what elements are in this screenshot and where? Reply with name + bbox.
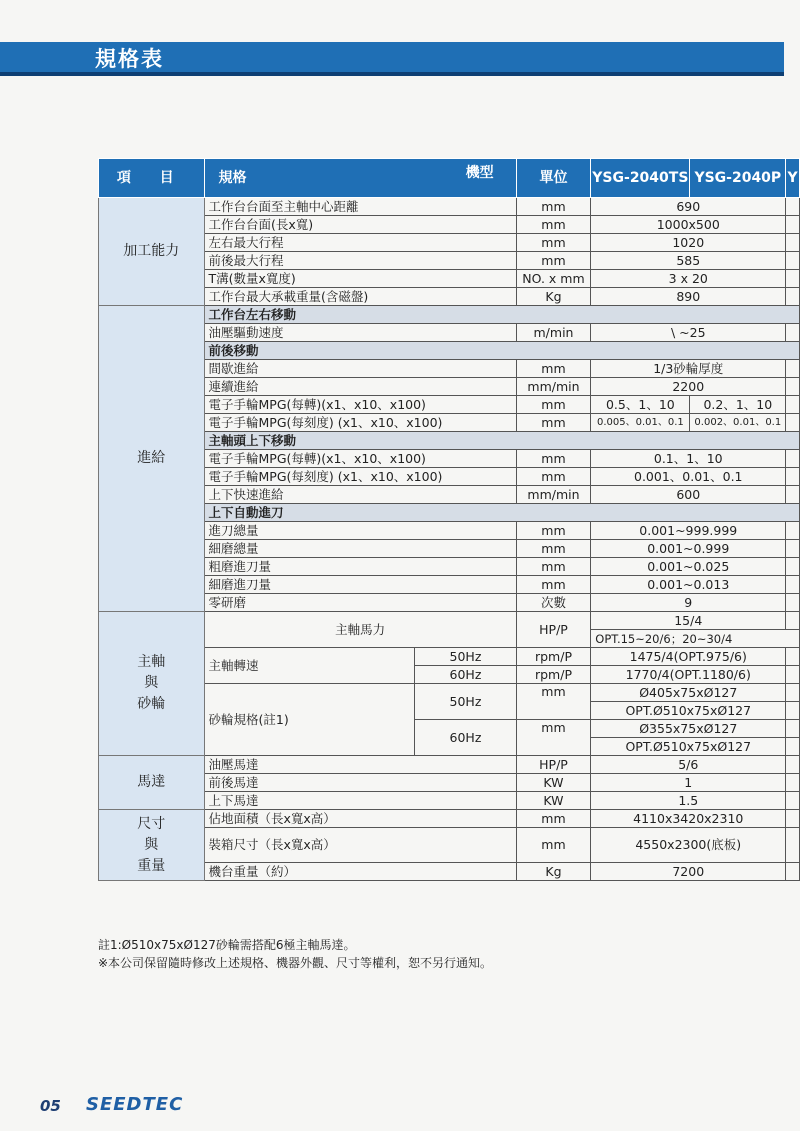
value-cell: 1020 [591,234,786,252]
spec-cell: 進刀總量 [204,522,516,540]
value-cell-cut [786,666,800,684]
spec-cell: T溝(數量x寬度) [204,270,516,288]
value-cell: 0.1、1、10 [591,450,786,468]
unit-cell: mm [516,540,591,558]
value-cell: 15/4 [591,612,786,630]
header-item: 項 目 [99,159,205,198]
table-row [99,432,800,450]
spec-cell: 上下快速進給 [204,486,516,504]
spec-cell: 電子手輪MPG(每刻度) (x1、x10、x100) [204,414,516,432]
value-cell: 0.005、0.01、0.1 [591,414,690,432]
spec-cell: 主軸轉速 [204,648,415,684]
value-cell: 7200 [591,863,786,881]
spec-cell: 油壓馬達 [204,756,516,774]
value-cell: OPT.Ø510x75xØ127 [591,738,786,756]
value-cell-cut [786,702,800,720]
spec-cell: 細磨總量 [204,540,516,558]
header-model: 機型 [465,165,494,181]
unit-cell: mm/min [516,486,591,504]
value-cell: OPT.15~20/6；20~30/4 [591,630,800,648]
value-cell: 0.001~0.013 [591,576,786,594]
spec-cell: 細磨進刀量 [204,576,516,594]
category-size: 尺寸 與 重量 [99,810,205,881]
spec-cell: 電子手輪MPG(每轉)(x1、x10、x100) [204,450,516,468]
value-cell-cut [786,774,800,792]
spec-cell: 前後最大行程 [204,252,516,270]
category-feed: 進給 [99,306,205,612]
unit-cell: rpm/P [516,666,591,684]
unit-cell: HP/P [516,756,591,774]
spec-cell: 裝箱尺寸（長x寬x高） [204,828,516,863]
value-cell-cut [786,540,800,558]
table-row [99,486,800,504]
value-cell-cut [786,324,800,342]
table-row [99,342,800,360]
unit-cell: mm [516,396,591,414]
value-cell: 0.001、0.01、0.1 [591,468,786,486]
value-cell: 0.001~0.999 [591,540,786,558]
spec-cell: 電子手輪MPG(每轉)(x1、x10、x100) [204,396,516,414]
spec-cell: 粗磨進刀量 [204,558,516,576]
unit-cell: mm [516,198,591,216]
spec-cell: 電子手輪MPG(每刻度) (x1、x10、x100) [204,468,516,486]
spec-cell: 零研磨 [204,594,516,612]
table-row [99,558,800,576]
table-row [99,648,800,666]
unit-cell: mm [516,450,591,468]
table-row [99,594,800,612]
value-cell-cut [786,396,800,414]
value-cell: 4110x3420x2310 [591,810,786,828]
value-cell: 1000x500 [591,216,786,234]
table-row [99,774,800,792]
value-cell-cut [786,378,800,396]
table-row [99,504,800,522]
section-heading: 前後移動 [204,342,800,360]
unit-cell: mm/min [516,378,591,396]
value-cell-cut [786,270,800,288]
unit-cell: rpm/P [516,648,591,666]
unit-cell: Kg [516,863,591,881]
table-header [99,159,800,198]
value-cell-cut [786,216,800,234]
value-cell: 600 [591,486,786,504]
value-cell-cut [786,828,800,863]
freq-cell: 50Hz [415,648,516,666]
value-cell: 0.001~0.025 [591,558,786,576]
title-bar [0,42,784,72]
spec-cell: 連續進給 [204,378,516,396]
unit-cell: mm [516,522,591,540]
table-row [99,414,800,432]
value-cell-cut [786,576,800,594]
header-spec: 規格 [218,170,247,186]
spec-cell: 佔地面積（長x寬x高） [204,810,516,828]
value-cell-cut [786,252,800,270]
value-cell: 1475/4(OPT.975/6) [591,648,786,666]
value-cell: 9 [591,594,786,612]
value-cell-cut [786,594,800,612]
brand-logo: SEEDTEC [86,1094,184,1115]
table-row [99,684,800,702]
table-row [99,612,800,630]
value-cell-cut [786,234,800,252]
value-cell-cut [786,863,800,881]
value-cell: OPT.Ø510x75xØ127 [591,702,786,720]
value-cell-cut [786,288,800,306]
table-row [99,324,800,342]
table-row [99,540,800,558]
header-model-2: YSG-2040P [690,159,786,198]
table-row [99,450,800,468]
section-heading: 工作台左右移動 [204,306,800,324]
unit-cell: mm [516,216,591,234]
value-cell: 0.2、1、10 [690,396,786,414]
table-row [99,198,800,216]
footnote-1: 註1:Ø510x75xØ127砂輪需搭配6極主軸馬達。 [98,938,356,952]
value-cell: 0.001~999.999 [591,522,786,540]
unit-cell: mm [516,684,591,720]
value-cell: 3 x 20 [591,270,786,288]
spec-cell: 工作台台面至主軸中心距離 [204,198,516,216]
value-cell: 1.5 [591,792,786,810]
value-cell-cut [786,486,800,504]
value-cell-cut [786,414,800,432]
value-cell-cut [786,558,800,576]
freq-cell: 50Hz [415,684,516,720]
value-cell: Ø355x75xØ127 [591,720,786,738]
spec-cell: 左右最大行程 [204,234,516,252]
unit-cell: mm [516,576,591,594]
spec-cell: 主軸馬力 [204,612,516,648]
page-title: 規格表 [95,47,164,71]
unit-cell: NO. x mm [516,270,591,288]
table-row [99,234,800,252]
header-model-3: Y [786,159,800,198]
value-cell-cut [786,810,800,828]
table-row [99,396,800,414]
freq-cell: 60Hz [415,666,516,684]
header-spec-model [204,159,516,198]
table-row [99,863,800,881]
spec-table [98,158,800,881]
value-cell-cut [786,522,800,540]
section-heading: 主軸頭上下移動 [204,432,800,450]
header-model-1: YSG-2040TS [591,159,690,198]
table-row [99,270,800,288]
table-row [99,216,800,234]
table-row [99,306,800,324]
table-row [99,360,800,378]
value-cell-cut [786,756,800,774]
footnote-2: ※本公司保留隨時修改上述規格、機器外觀、尺寸等權利，恕不另行通知。 [98,956,493,970]
unit-cell: mm [516,558,591,576]
value-cell: 1/3砂輪厚度 [591,360,786,378]
value-cell: 5/6 [591,756,786,774]
table-row [99,288,800,306]
spec-cell: 機台重量（約） [204,863,516,881]
unit-cell: mm [516,468,591,486]
category-machining: 加工能力 [99,198,205,306]
table-row [99,252,800,270]
unit-cell: 次數 [516,594,591,612]
unit-cell: mm [516,720,591,756]
unit-cell: KW [516,792,591,810]
unit-cell: HP/P [516,612,591,648]
unit-cell: mm [516,810,591,828]
value-cell: 1770/4(OPT.1180/6) [591,666,786,684]
page-number: 05 [40,1097,61,1115]
category-motor: 馬達 [99,756,205,810]
table-row [99,810,800,828]
value-cell: 585 [591,252,786,270]
unit-cell: Kg [516,288,591,306]
spec-cell: 前後馬達 [204,774,516,792]
unit-cell: m/min [516,324,591,342]
value-cell: \ ~25 [591,324,786,342]
title-bar-shadow [0,72,784,76]
table-row [99,756,800,774]
value-cell-cut [786,468,800,486]
unit-cell: mm [516,234,591,252]
spec-cell: 油壓驅動速度 [204,324,516,342]
unit-cell: mm [516,828,591,863]
spec-cell: 間歇進給 [204,360,516,378]
table-row [99,522,800,540]
spec-cell: 砂輪規格(註1) [204,684,415,756]
spec-table-wrapper [98,158,800,881]
table-row [99,378,800,396]
value-cell: 1 [591,774,786,792]
value-cell-cut [786,648,800,666]
value-cell: 0.5、1、10 [591,396,690,414]
value-cell-cut [786,720,800,738]
table-row [99,828,800,863]
freq-cell: 60Hz [415,720,516,756]
section-heading: 上下自動進刀 [204,504,800,522]
value-cell-cut [786,612,800,630]
table-row [99,468,800,486]
spec-cell: 工作台最大承載重量(含磁盤) [204,288,516,306]
table-row [99,576,800,594]
value-cell-cut [786,360,800,378]
unit-cell: mm [516,414,591,432]
spec-cell: 上下馬達 [204,792,516,810]
value-cell-cut [786,684,800,702]
value-cell: 2200 [591,378,786,396]
spec-cell: 工作台台面(長x寬) [204,216,516,234]
value-cell: 890 [591,288,786,306]
value-cell-cut [786,450,800,468]
category-spindle: 主軸 與 砂輪 [99,612,205,756]
table-row [99,792,800,810]
header-unit: 單位 [516,159,591,198]
value-cell-cut [786,792,800,810]
value-cell: 0.002、0.01、0.1 [690,414,786,432]
value-cell-cut [786,198,800,216]
value-cell: 4550x2300(底板) [591,828,786,863]
unit-cell: KW [516,774,591,792]
value-cell-cut [786,738,800,756]
value-cell: Ø405x75xØ127 [591,684,786,702]
unit-cell: mm [516,252,591,270]
value-cell: 690 [591,198,786,216]
unit-cell: mm [516,360,591,378]
